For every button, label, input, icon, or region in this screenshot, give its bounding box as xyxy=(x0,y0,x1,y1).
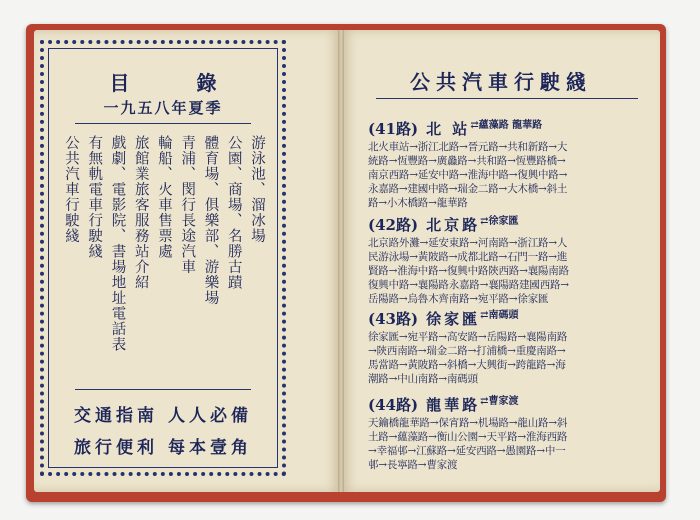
route-43-stops xyxy=(368,330,656,386)
stops-line: 馬當路→黃陂路→斜橋→大興街→跨龍路→海 xyxy=(368,359,566,371)
toc-entry: 輪船、火車售票處 xyxy=(156,135,172,259)
route-terminus: 北 站 xyxy=(426,120,471,138)
stops-line: 土路→蘊藻路→衡山公園→天平路→淮海西路 xyxy=(368,431,568,443)
stops-line: →陝西南路→瑞金二路→打浦橋→重慶南路→ xyxy=(368,345,566,357)
stops-line: 岳陽路→烏魯木齊南路→宛平路→徐家匯 xyxy=(368,293,549,305)
route-42-heading xyxy=(368,212,658,235)
route-terminus: 龍華路 xyxy=(426,396,481,414)
toc-entry: 公共汽車行駛綫 xyxy=(63,135,79,244)
route-number: (41路) xyxy=(368,120,419,138)
stops-line: 賢路→淮海中路→復興中路陝西路→襄陽南路 xyxy=(368,265,569,277)
route-terminus: 北京路 xyxy=(426,216,481,234)
route-42-stops xyxy=(368,236,656,306)
toc-title: 目 錄 xyxy=(109,71,247,95)
toc-entry: 有無軌電車行駛綫 xyxy=(86,135,103,259)
toc-entry: 青浦、閔行長途汽車 xyxy=(179,135,196,275)
routes-title-rule xyxy=(376,98,638,99)
toc-slogan-line-2: 旅行便利 每本壹角 xyxy=(74,438,252,458)
stops-line: 潮路→中山南路→南碼頭 xyxy=(368,373,478,385)
stops-line: 民游泳場→黃陂路→成都北路→石門一路→進 xyxy=(368,251,568,263)
route-44-heading xyxy=(368,392,658,415)
toc-divider-bottom xyxy=(75,389,251,390)
toc-entry: 體育場、俱樂部、游樂場 xyxy=(202,135,219,306)
route-43-heading xyxy=(368,306,658,329)
stops-line: 路→小木橋路→龍華路 xyxy=(368,197,468,209)
route-destination: ⇄曹家渡 xyxy=(480,396,519,407)
toc-frame xyxy=(40,40,286,476)
stops-line: 徐家匯→宛平路→高安路→岳陽路→襄陽南路 xyxy=(368,331,568,343)
route-destination: ⇄徐家匯 xyxy=(480,216,519,227)
route-number: (44路) xyxy=(368,396,419,414)
toc-entry: 公園、商場、名勝古蹟 xyxy=(225,135,242,290)
toc-entry: 戲劇、電影院、書場地址電話表 xyxy=(109,135,126,352)
book-spine-gutter xyxy=(338,30,344,492)
stops-line: 南京西路→延安中路→淮海中路→復興中路→ xyxy=(368,169,568,181)
stops-line: →幸福邨→江蘇路→延安西路→愚園路→中一 xyxy=(368,445,566,457)
toc-slogan-line-1: 交通指南 人人必備 xyxy=(74,406,252,426)
route-terminus: 徐家匯 xyxy=(426,310,481,328)
stops-line: 統路→恆豐路→廣灥路→共和路→恆豐路橋→ xyxy=(368,155,566,167)
toc-edition-date: 一九五八年夏季 xyxy=(103,99,223,117)
toc-entry: 游泳池、溜冰場 xyxy=(249,135,265,244)
stops-line: 永嘉路→建國中路→瑞金二路→大木橋→斜土 xyxy=(368,183,568,195)
route-number: (43路) xyxy=(368,310,419,328)
stops-line: 復興中路→襄陽路永嘉路→襄陽路建國西路→ xyxy=(368,279,569,291)
route-destination: ⇄南碼頭 xyxy=(480,310,519,321)
toc-divider-top xyxy=(75,123,251,124)
toc-entries xyxy=(61,135,267,371)
route-41-stops xyxy=(368,140,656,210)
route-number: (42路) xyxy=(368,216,419,234)
toc-inner-border xyxy=(48,48,278,468)
routes-page-title: 公共汽車行駛綫 xyxy=(410,70,592,94)
route-41-heading xyxy=(368,116,658,139)
stops-line: 北火車站→浙江北路→晉元路→共和新路→大 xyxy=(368,141,568,153)
stops-line: 邨→長寧路→曹家渡 xyxy=(368,459,458,471)
toc-entry: 旅館業旅客服務站介紹 xyxy=(132,135,149,290)
route-destination: ⇄蘊藻路 龍華路 xyxy=(470,120,543,131)
route-44-stops xyxy=(368,416,656,472)
stops-line: 北京路外灘→延安東路→河南路→浙江路→人 xyxy=(368,237,568,249)
stops-line: 天鑰橋龍華路→保宵路→机場路→龍山路→斜 xyxy=(368,417,568,429)
